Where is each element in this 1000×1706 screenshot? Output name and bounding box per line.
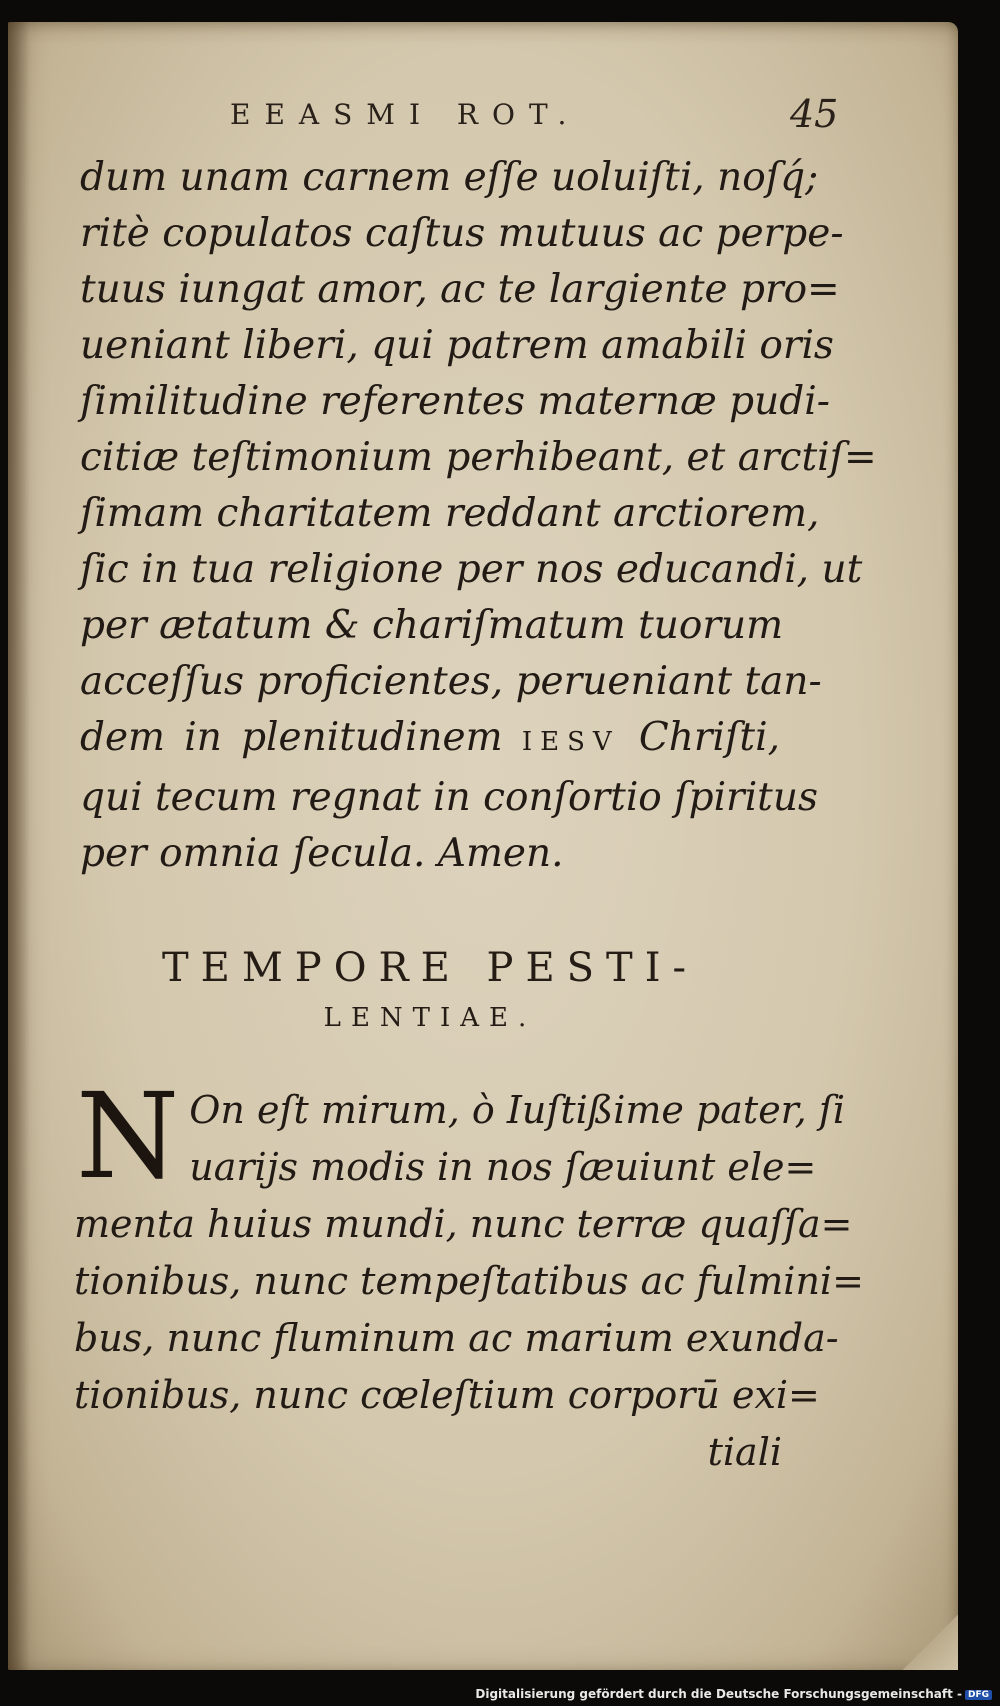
text-line: tionibus, nunc cœleſtium corporū exi= bbox=[74, 1373, 820, 1417]
text-line: qui tecum regnat in conſortio ſpiritus bbox=[80, 775, 818, 820]
text-line: tuus iungat amor, ac te largiente pro= bbox=[80, 267, 840, 312]
dfg-logo-icon: DFG bbox=[965, 1690, 992, 1700]
text-line: per ætatum & chariſmatum tuorum bbox=[80, 603, 784, 648]
text-line: dum unam carnem eſſe uoluiſti, noſq́; bbox=[80, 155, 819, 200]
drop-capital: N bbox=[76, 1067, 180, 1205]
text-line: On eſt mirum, ò Iuſtißime pater, ſi bbox=[189, 1088, 846, 1132]
catchword: tiali bbox=[707, 1430, 782, 1474]
text-line-final: per omnia ſecula. Amen. bbox=[80, 831, 564, 876]
text-line: bus, nunc fluminum ac marium exunda- bbox=[74, 1316, 839, 1360]
page-corner-fold bbox=[902, 1614, 958, 1670]
heading-line-1: TEMPORE PESTI- bbox=[161, 945, 699, 991]
credit-text: Digitalisierung gefördert durch die Deutsche Forschungsgemeinschaft - bbox=[475, 1687, 962, 1701]
text-line-with-name bbox=[80, 710, 780, 770]
text-line: menta huius mundi, nunc terræ quaſſa= bbox=[74, 1202, 853, 1246]
section-heading bbox=[80, 940, 780, 1040]
text-line: ſic in tua religione per nos educandi, ut bbox=[80, 547, 863, 592]
text-line: ſimilitudine referentes maternæ pudi- bbox=[80, 379, 830, 424]
text-line: ritè copulatos caſtus mutuus ac perpe- bbox=[80, 211, 844, 256]
digitization-credit bbox=[471, 1686, 996, 1702]
text-line: citiæ teſtimonium perhibeant, et arctiſ= bbox=[80, 435, 877, 480]
text-segment: dem in plenitudinem bbox=[80, 715, 503, 760]
continuation-text bbox=[80, 150, 877, 882]
text-segment: Chriſti, bbox=[638, 715, 780, 760]
page-number: 45 bbox=[790, 92, 839, 136]
page-gutter-shadow bbox=[8, 22, 30, 1670]
text-line: ſimam charitatem reddant arctiorem, bbox=[80, 491, 820, 536]
text-line: tionibus, nunc tempeſtatibus ac fulmini= bbox=[74, 1259, 864, 1303]
prayer-text bbox=[74, 1067, 864, 1481]
text-line: acceſſus proficientes, perueniant tan- bbox=[80, 659, 822, 704]
text-line: ueniant liberi, qui patrem amabili oris bbox=[80, 323, 834, 368]
heading-line-2: LENTIAE. bbox=[323, 1003, 537, 1033]
running-head: EEASMI ROT. bbox=[230, 98, 581, 131]
text-line: uarijs modis in nos ſæuiunt ele= bbox=[189, 1145, 817, 1189]
smallcaps-name: IESV bbox=[521, 727, 620, 757]
